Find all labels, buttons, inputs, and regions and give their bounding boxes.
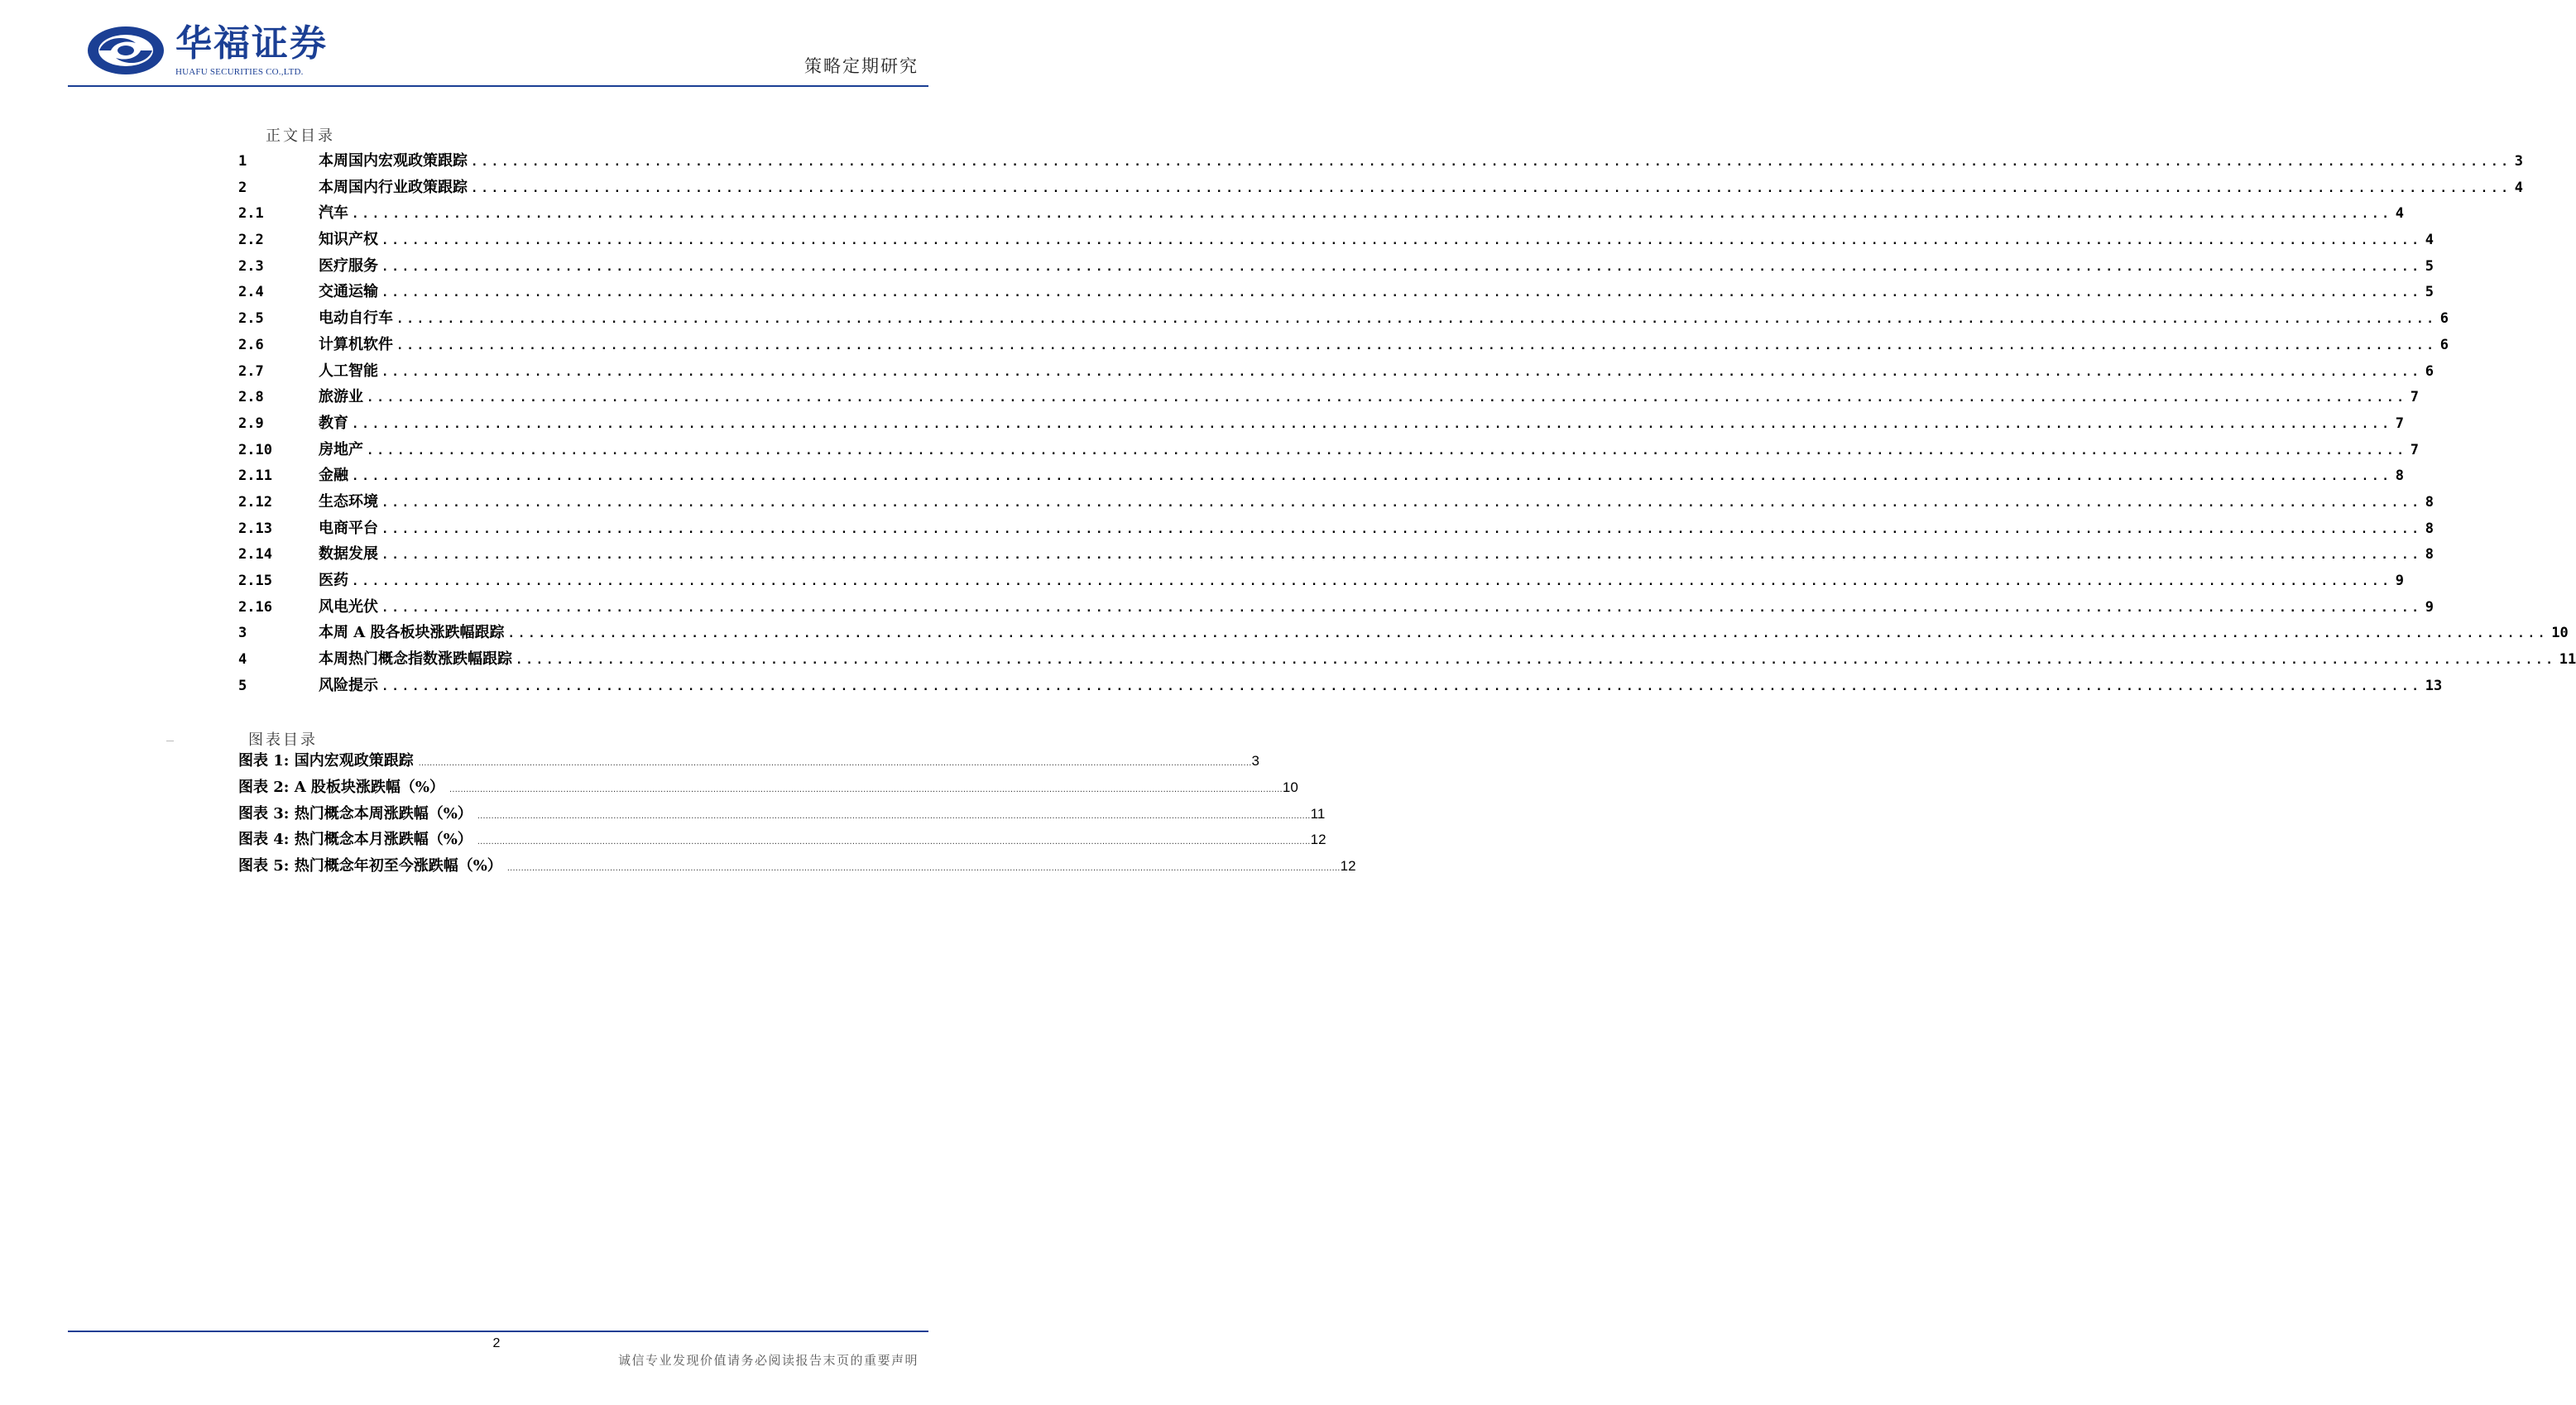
toc-entry-number: 2.1 (238, 205, 264, 223)
huafu-logo-icon (86, 25, 165, 76)
toc-entry[interactable] (238, 490, 2434, 516)
toc-entry-title[interactable]: 房地产 (319, 440, 363, 458)
figure-entry-title[interactable]: 图表 5: 热门概念年初至今涨跌幅（%） (238, 857, 502, 875)
figure-entry-page: 12 (1310, 832, 1326, 848)
toc-entry-number: 2 (238, 179, 247, 196)
dot-leader: ............................................................................................................................................................................................................................................................................................................ (506, 863, 1341, 874)
toc-entry-number: 2.6 (238, 336, 264, 353)
toc-entry-page: 8 (2425, 520, 2434, 537)
report-type: 策略定期研究 (804, 56, 919, 76)
toc-entry-title[interactable]: 本周国内行业政策跟踪 (319, 178, 468, 196)
toc-entry-number: 2.5 (238, 310, 264, 328)
dot-leader: ........................................................................................................................................................................................................ (381, 522, 2422, 536)
dot-leader: ........................................................................................................................................................................................................ (507, 627, 2549, 641)
toc-entry-page: 6 (2439, 310, 2449, 328)
toc-entry-page: 5 (2425, 284, 2434, 301)
toc-entry-title[interactable]: 教育 (319, 414, 348, 432)
toc-entry[interactable] (238, 647, 2576, 674)
toc-entry[interactable] (238, 306, 2449, 333)
figure-entry-page: 11 (1310, 805, 1326, 822)
toc-entry-number: 2.12 (238, 493, 272, 511)
toc-entry-page: 6 (2425, 362, 2434, 380)
toc-entry-number: 2.16 (238, 598, 272, 616)
toc-entry[interactable] (238, 175, 2523, 202)
toc-entry[interactable] (238, 516, 2434, 543)
dot-leader: ........................................................................................................................................................................................................ (352, 417, 2392, 431)
toc-entry-page: 3 (2514, 153, 2523, 170)
toc-entry[interactable] (238, 228, 2434, 254)
toc-entry[interactable] (238, 149, 2523, 175)
toc-entry-title[interactable]: 知识产权 (319, 231, 378, 249)
toc-entry-page: 10 (2551, 625, 2569, 642)
toc-entry-page: 7 (2410, 441, 2419, 458)
toc-entry-page: 8 (2425, 493, 2434, 511)
dot-leader: ........................................................................................................................................................................................................ (352, 208, 2392, 222)
toc-title: 正文目录 (266, 127, 335, 145)
toc-entry-number: 2.11 (238, 468, 272, 485)
dot-leader: ........................................................................................................................................................................................................ (381, 365, 2422, 379)
toc-entry-page: 7 (2410, 389, 2419, 406)
toc-entry-number: 2.14 (238, 546, 272, 563)
figure-entry-page: 10 (1282, 779, 1298, 795)
toc-entry-title[interactable]: 医药 (319, 572, 348, 589)
dot-leader: ........................................................................................................................................................................................................ (396, 313, 2437, 327)
figure-entry[interactable] (238, 775, 1298, 802)
dot-leader: ........................................................................................................................................................................................................ (471, 181, 2511, 195)
logo-chinese-name: 华福证券 (175, 22, 328, 65)
figure-entry-title[interactable]: 图表 4: 热门概念本月涨跌幅（%） (238, 831, 473, 849)
toc-entry-title[interactable]: 电商平台 (319, 519, 378, 537)
toc-entry-number: 5 (238, 677, 247, 694)
dot-leader: ............................................................................................................................................................................................................................................................................................................ (449, 784, 1283, 794)
toc-entry-number: 2.10 (238, 441, 272, 458)
toc-entry-title[interactable]: 人工智能 (319, 362, 378, 380)
logo-english-name: HUAFU SECURITIES CO.,LTD. (175, 67, 304, 77)
toc-entry-page: 8 (2395, 468, 2404, 485)
toc-entry-title[interactable]: 旅游业 (319, 388, 363, 406)
toc-entry-number: 4 (238, 651, 247, 669)
toc-entry-title[interactable]: 计算机软件 (319, 335, 393, 353)
toc-entry[interactable] (238, 438, 2419, 464)
toc-entry-number: 2.15 (238, 573, 272, 589)
toc-entry[interactable] (238, 674, 2443, 700)
toc-entry-title[interactable]: 汽车 (319, 204, 348, 223)
dot-leader: ........................................................................................................................................................................................................ (367, 444, 2407, 458)
dot-leader: ............................................................................................................................................................................................................................................................................................................ (418, 758, 1252, 768)
toc-entry-page: 5 (2425, 257, 2434, 275)
toc-entry-page: 9 (2425, 598, 2434, 616)
page-number: 2 (492, 1336, 501, 1350)
figure-entry[interactable] (238, 827, 1326, 854)
dot-leader: ........................................................................................................................................................................................................ (381, 679, 2422, 693)
toc-entry[interactable] (238, 385, 2419, 411)
toc-entry-title[interactable]: 交通运输 (319, 283, 378, 301)
dot-leader: ............................................................................................................................................................................................................................................................................................................ (477, 837, 1311, 847)
toc-entry[interactable] (238, 411, 2404, 438)
figure-entry-page: 3 (1251, 753, 1260, 769)
table-of-contents (238, 149, 2576, 699)
toc-entry-number: 1 (238, 153, 247, 170)
dot-leader: ........................................................................................................................................................................................................ (471, 156, 2511, 169)
figure-entry[interactable] (238, 802, 1326, 828)
dot-leader: ........................................................................................................................................................................................................ (381, 549, 2422, 563)
dot-leader: ........................................................................................................................................................................................................ (381, 286, 2422, 300)
toc-entry[interactable] (238, 463, 2404, 490)
figure-entry[interactable] (238, 749, 1260, 775)
toc-entry-page: 11 (2559, 651, 2576, 669)
toc-entry-page: 7 (2395, 415, 2404, 432)
toc-entry-title[interactable]: 本周国内宏观政策跟踪 (319, 152, 468, 170)
toc-entry-title[interactable]: 本周热门概念指数涨跌幅跟踪 (319, 650, 512, 669)
toc-entry[interactable] (238, 595, 2434, 621)
toc-entry-number: 2.2 (238, 232, 264, 249)
toc-entry-page: 9 (2395, 573, 2404, 589)
toc-entry[interactable] (238, 333, 2449, 359)
footer-divider (68, 1331, 928, 1332)
toc-entry-page: 6 (2439, 336, 2449, 353)
toc-entry-number: 3 (238, 625, 247, 642)
figure-entry-title[interactable]: 图表 2: A 股板块涨跌幅（%） (238, 778, 445, 796)
toc-entry[interactable] (238, 621, 2569, 647)
toc-entry-title[interactable]: 生态环境 (319, 492, 378, 511)
toc-entry-number: 2.8 (238, 389, 264, 406)
dot-leader: ........................................................................................................................................................................................................ (381, 234, 2422, 248)
toc-entry-page: 13 (2425, 677, 2443, 694)
toc-entry-number: 2.13 (238, 520, 272, 537)
toc-entry[interactable] (238, 280, 2434, 306)
toc-entry-title[interactable]: 数据发展 (319, 545, 378, 563)
dot-leader: ........................................................................................................................................................................................................ (367, 391, 2407, 405)
toc-entry-number: 2.4 (238, 284, 264, 301)
dot-leader: ........................................................................................................................................................................................................ (381, 260, 2422, 274)
toc-entry-title[interactable]: 金融 (319, 467, 348, 485)
dot-leader: ........................................................................................................................................................................................................ (396, 338, 2437, 352)
toc-entry[interactable] (238, 542, 2434, 568)
dot-leader: ........................................................................................................................................................................................................ (381, 496, 2422, 510)
toc-entry-title[interactable]: 医疗服务 (319, 257, 378, 275)
dot-leader: ............................................................................................................................................................................................................................................................................................................ (477, 810, 1311, 821)
figure-entry-page: 12 (1340, 858, 1356, 875)
toc-entry-page: 4 (2425, 232, 2434, 249)
footer-disclaimer: 诚信专业发现价值请务必阅读报告末页的重要声明 (617, 1353, 919, 1368)
company-logo (86, 22, 334, 79)
toc-entry[interactable] (238, 568, 2404, 595)
toc-entry-number: 2.9 (238, 415, 264, 432)
list-of-figures (238, 749, 1356, 880)
toc-entry-page: 4 (2514, 179, 2523, 196)
toc-entry-title[interactable]: 本周 A 股各板块涨跌幅跟踪 (319, 624, 505, 642)
toc-entry-number: 2.3 (238, 257, 264, 275)
toc-entry[interactable] (238, 201, 2404, 228)
toc-entry-title[interactable]: 电动自行车 (319, 309, 393, 328)
toc-entry-number: 2.7 (238, 362, 264, 380)
dot-leader: ........................................................................................................................................................................................................ (516, 654, 2556, 668)
toc-entry-title[interactable]: 风电光伏 (319, 597, 378, 616)
toc-entry-page: 8 (2425, 546, 2434, 563)
dot-leader: ........................................................................................................................................................................................................ (381, 601, 2422, 615)
toc-entry[interactable] (238, 254, 2434, 281)
figure-entry-title[interactable]: 图表 1: 国内宏观政策跟踪 (238, 752, 414, 770)
figure-list-title: 图表目录 (248, 731, 318, 749)
toc-entry-title[interactable]: 风险提示 (319, 676, 378, 694)
toc-entry[interactable] (238, 359, 2434, 386)
dot-leader: ........................................................................................................................................................................................................ (352, 470, 2392, 484)
figure-entry[interactable] (238, 854, 1356, 880)
toc-entry-page: 4 (2395, 205, 2404, 223)
dot-leader: ........................................................................................................................................................................................................ (352, 575, 2392, 588)
header-divider (68, 85, 928, 87)
figure-entry-title[interactable]: 图表 3: 热门概念本周涨跌幅（%） (238, 804, 473, 822)
